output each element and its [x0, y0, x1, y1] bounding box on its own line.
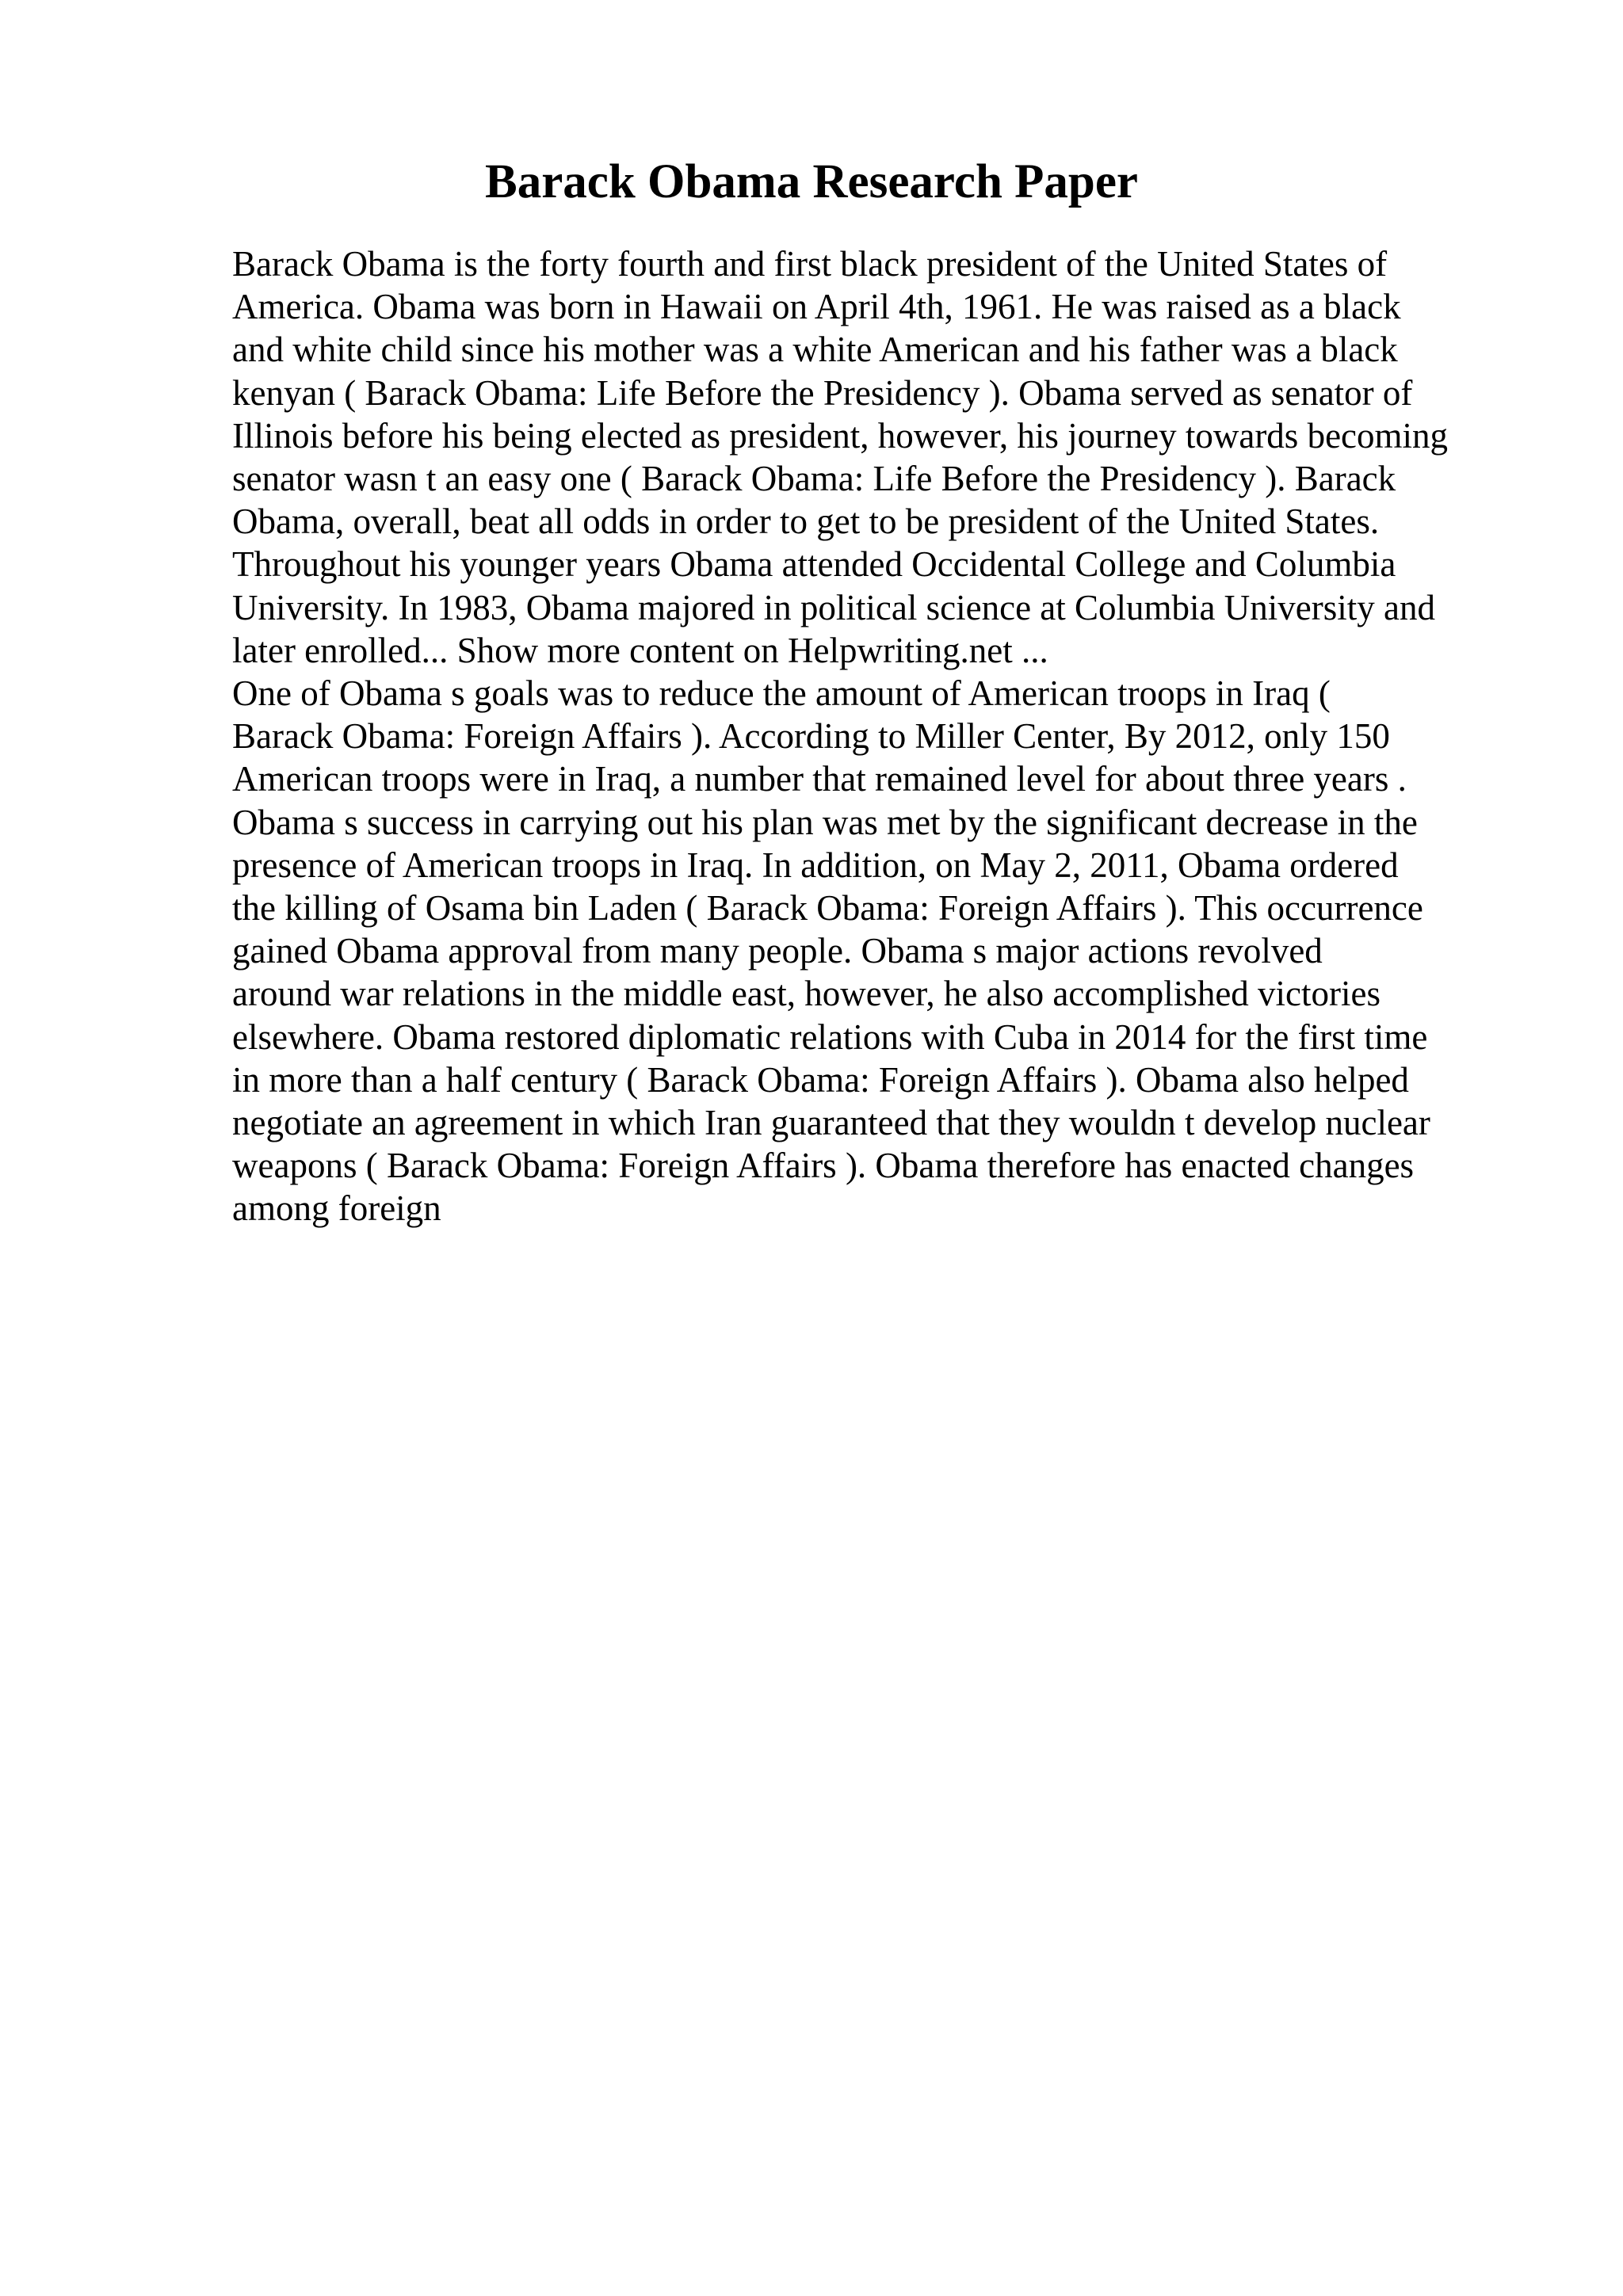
text-line: elsewhere. Obama restored diplomatic relations with Cuba in 2014 for the first time: [232, 1016, 1428, 1057]
text-line: later enrolled... Show more content on Helpwriting.net ...: [232, 630, 1048, 670]
text-line: Barack Obama is the forty fourth and first black president of the United States of: [232, 244, 1388, 284]
text-line: kenyan ( Barack Obama: Life Before the Presidency ). Obama served as senator of: [232, 372, 1413, 413]
text-line: in more than a half century ( Barack Obama: Foreign Affairs ). Obama also helped: [232, 1059, 1409, 1100]
text-line: American troops were in Iraq, a number that remained level for about three years .: [232, 759, 1407, 799]
text-line: Obama, overall, beat all odds in order to get to be president of the United States.: [232, 502, 1380, 542]
document-body: [232, 242, 1532, 1230]
text-line: weapons ( Barack Obama: Foreign Affairs ). Obama therefore has enacted changes: [232, 1146, 1415, 1186]
text-line: gained Obama approval from many people. Obama s major actions revolved: [232, 931, 1323, 971]
paragraph-1: [232, 242, 1532, 672]
text-line: around war relations in the middle east, however, he also accomplished victories: [232, 974, 1381, 1014]
text-line: Barack Obama: Foreign Affairs ). According to Miller Center, By 2012, only 150: [232, 716, 1390, 757]
text-line: America. Obama was born in Hawaii on April 4th, 1961. He was raised as a black: [232, 287, 1401, 327]
text-line: One of Obama s goals was to reduce the amount of American troops in Iraq (: [232, 673, 1331, 714]
text-line: among foreign: [232, 1188, 441, 1229]
text-line: senator wasn t an easy one ( Barack Obama: Life Before the Presidency ). Barack: [232, 459, 1396, 499]
paragraph-2: [232, 672, 1532, 1230]
text-line: and white child since his mother was a white American and his father was a black: [232, 330, 1398, 370]
text-line: the killing of Osama bin Laden ( Barack Obama: Foreign Affairs ). This occurrence: [232, 888, 1423, 929]
text-line: University. In 1983, Obama majored in political science at Columbia University and: [232, 587, 1435, 627]
text-line: Throughout his younger years Obama attended Occidental College and Columbia: [232, 544, 1396, 585]
text-line: Illinois before his being elected as president, however, his journey towards becoming: [232, 415, 1449, 456]
document-title: Barack Obama Research Paper: [485, 155, 1138, 208]
text-line: Obama s success in carrying out his plan was met by the significant decrease in the: [232, 802, 1418, 842]
text-line: presence of American troops in Iraq. In addition, on May 2, 2011, Obama ordered: [232, 845, 1399, 885]
text-line: negotiate an agreement in which Iran guaranteed that they wouldn t develop nuclear: [232, 1103, 1430, 1143]
